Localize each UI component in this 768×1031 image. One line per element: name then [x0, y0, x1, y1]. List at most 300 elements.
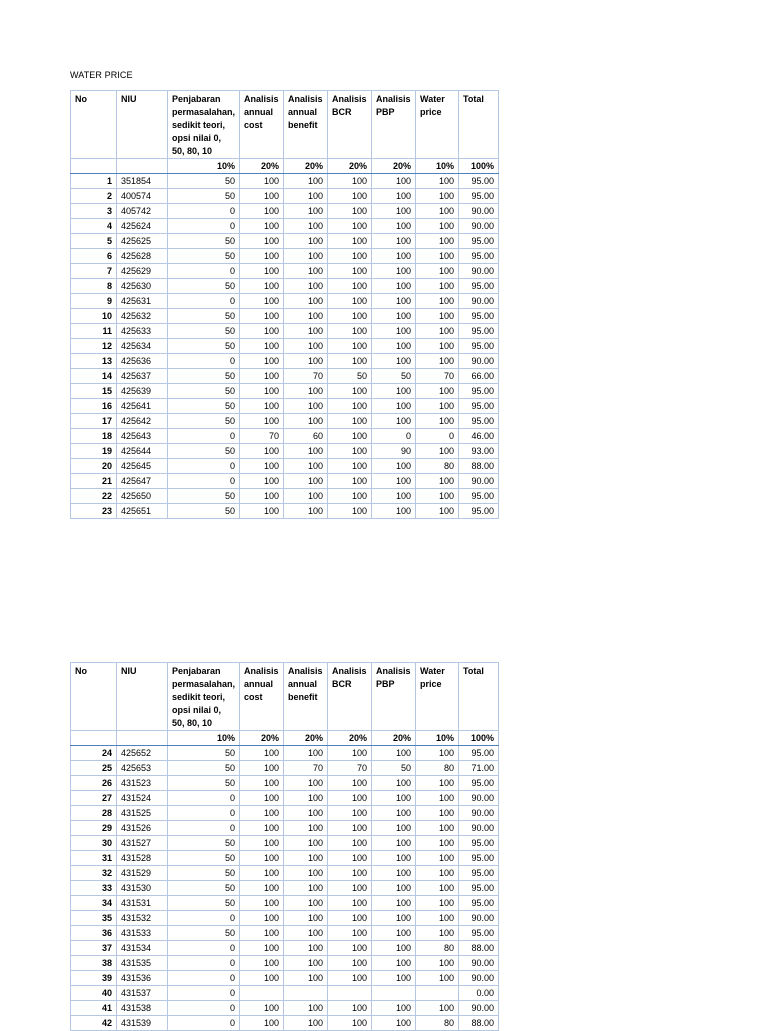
row-total: 90.00 [459, 474, 499, 489]
row-score: 100 [240, 459, 284, 474]
row-score: 100 [284, 866, 328, 881]
row-score [372, 986, 416, 1001]
row-score: 50 [168, 384, 240, 399]
row-score: 100 [240, 791, 284, 806]
row-score: 80 [416, 941, 459, 956]
row-score: 100 [416, 444, 459, 459]
row-score: 100 [328, 339, 372, 354]
row-niu: 425650 [117, 489, 168, 504]
row-score: 50 [168, 309, 240, 324]
row-niu: 431530 [117, 881, 168, 896]
row-score: 100 [416, 474, 459, 489]
table-row [71, 189, 499, 204]
row-total: 88.00 [459, 459, 499, 474]
row-score: 100 [416, 1001, 459, 1016]
row-score: 100 [328, 1016, 372, 1031]
row-number: 9 [71, 294, 117, 309]
row-score: 100 [416, 249, 459, 264]
row-score: 50 [168, 896, 240, 911]
grade-table-2 [70, 662, 499, 1031]
row-total: 90.00 [459, 806, 499, 821]
row-score: 100 [328, 294, 372, 309]
row-score: 100 [240, 444, 284, 459]
row-score: 0 [168, 791, 240, 806]
row-score: 100 [240, 204, 284, 219]
table-row [71, 489, 499, 504]
row-total: 88.00 [459, 1016, 499, 1031]
row-score: 100 [240, 1016, 284, 1031]
row-score: 100 [284, 896, 328, 911]
row-score: 100 [328, 926, 372, 941]
row-score: 100 [284, 956, 328, 971]
weight-cell: 20% [240, 731, 284, 746]
row-score: 100 [416, 806, 459, 821]
row-score: 100 [284, 911, 328, 926]
row-score: 100 [372, 866, 416, 881]
row-score: 100 [416, 896, 459, 911]
row-total: 95.00 [459, 851, 499, 866]
row-niu: 431539 [117, 1016, 168, 1031]
row-score: 100 [240, 806, 284, 821]
table-row [71, 881, 499, 896]
row-number: 17 [71, 414, 117, 429]
row-score [328, 986, 372, 1001]
row-score: 100 [240, 956, 284, 971]
header-pbp: Analisis PBP [372, 663, 416, 731]
row-score: 100 [328, 911, 372, 926]
table-row [71, 174, 499, 189]
table-row [71, 384, 499, 399]
row-number: 18 [71, 429, 117, 444]
table-row [71, 821, 499, 836]
row-score: 100 [284, 264, 328, 279]
row-niu: 431526 [117, 821, 168, 836]
row-score: 100 [372, 174, 416, 189]
row-score: 100 [328, 956, 372, 971]
row-score: 0 [168, 806, 240, 821]
row-number: 23 [71, 504, 117, 519]
row-score: 100 [240, 746, 284, 761]
row-score: 50 [168, 489, 240, 504]
row-score: 100 [240, 324, 284, 339]
row-total: 66.00 [459, 369, 499, 384]
row-score: 80 [416, 761, 459, 776]
table-row [71, 294, 499, 309]
row-niu: 351854 [117, 174, 168, 189]
row-score: 100 [416, 324, 459, 339]
row-score: 100 [416, 836, 459, 851]
row-score: 100 [372, 896, 416, 911]
row-score: 0 [168, 941, 240, 956]
row-total: 95.00 [459, 489, 499, 504]
row-niu: 431537 [117, 986, 168, 1001]
row-score: 100 [284, 504, 328, 519]
row-total: 90.00 [459, 956, 499, 971]
row-niu: 400574 [117, 189, 168, 204]
row-total: 95.00 [459, 414, 499, 429]
row-niu: 425631 [117, 294, 168, 309]
row-score: 100 [372, 309, 416, 324]
row-score: 100 [284, 776, 328, 791]
row-niu: 431534 [117, 941, 168, 956]
row-score: 100 [372, 791, 416, 806]
row-score: 100 [284, 791, 328, 806]
row-score: 0 [168, 1016, 240, 1031]
row-score: 100 [240, 821, 284, 836]
row-score: 100 [416, 189, 459, 204]
row-score: 100 [328, 309, 372, 324]
row-score: 100 [284, 204, 328, 219]
row-score: 0 [168, 986, 240, 1001]
row-score: 100 [240, 189, 284, 204]
row-number: 21 [71, 474, 117, 489]
row-score: 100 [372, 926, 416, 941]
table-row [71, 339, 499, 354]
row-niu: 425642 [117, 414, 168, 429]
row-score: 100 [284, 234, 328, 249]
row-score: 100 [416, 926, 459, 941]
row-total: 95.00 [459, 234, 499, 249]
row-total: 90.00 [459, 219, 499, 234]
row-total: 90.00 [459, 264, 499, 279]
table-row [71, 369, 499, 384]
table-row [71, 896, 499, 911]
row-score: 100 [328, 444, 372, 459]
row-number: 35 [71, 911, 117, 926]
row-score: 50 [168, 444, 240, 459]
row-niu: 425652 [117, 746, 168, 761]
table-row [71, 399, 499, 414]
table-row [71, 504, 499, 519]
weight-cell: 20% [372, 159, 416, 174]
row-number: 25 [71, 761, 117, 776]
row-niu: 425639 [117, 384, 168, 399]
table-row [71, 836, 499, 851]
row-score: 50 [168, 414, 240, 429]
table-row [71, 324, 499, 339]
row-score: 100 [328, 459, 372, 474]
row-niu: 425647 [117, 474, 168, 489]
row-niu: 431528 [117, 851, 168, 866]
row-score: 100 [284, 489, 328, 504]
row-score: 100 [240, 971, 284, 986]
row-score: 100 [284, 309, 328, 324]
header-bcr: Analisis BCR [328, 663, 372, 731]
row-total: 90.00 [459, 1001, 499, 1016]
row-score: 0 [168, 474, 240, 489]
row-score: 50 [168, 504, 240, 519]
row-niu: 431531 [117, 896, 168, 911]
row-number: 30 [71, 836, 117, 851]
row-niu: 431533 [117, 926, 168, 941]
row-score: 100 [372, 851, 416, 866]
row-score: 50 [168, 279, 240, 294]
row-total: 0.00 [459, 986, 499, 1001]
row-total: 90.00 [459, 821, 499, 836]
row-score: 100 [284, 294, 328, 309]
row-score [284, 986, 328, 1001]
row-score: 100 [328, 971, 372, 986]
row-niu: 431536 [117, 971, 168, 986]
row-score [240, 986, 284, 1001]
row-score: 100 [372, 279, 416, 294]
row-score: 100 [328, 746, 372, 761]
table-row [71, 776, 499, 791]
row-score: 100 [240, 776, 284, 791]
row-score: 100 [284, 384, 328, 399]
row-score: 100 [372, 956, 416, 971]
row-score: 100 [284, 971, 328, 986]
table-row [71, 866, 499, 881]
table-row [71, 986, 499, 1001]
weight-cell: 20% [240, 159, 284, 174]
row-niu: 425624 [117, 219, 168, 234]
row-score: 70 [284, 761, 328, 776]
row-score: 100 [372, 776, 416, 791]
row-score: 100 [328, 204, 372, 219]
row-niu: 425633 [117, 324, 168, 339]
row-number: 14 [71, 369, 117, 384]
row-score: 100 [372, 189, 416, 204]
row-score: 100 [416, 339, 459, 354]
row-score: 100 [328, 881, 372, 896]
table-row [71, 474, 499, 489]
weight-empty-cell [71, 731, 117, 746]
row-score: 100 [416, 821, 459, 836]
row-score: 100 [328, 791, 372, 806]
row-score: 80 [416, 459, 459, 474]
row-total: 95.00 [459, 776, 499, 791]
table-row [71, 264, 499, 279]
row-score: 100 [416, 264, 459, 279]
row-score: 0 [168, 294, 240, 309]
row-score: 100 [328, 821, 372, 836]
row-number: 37 [71, 941, 117, 956]
row-total: 95.00 [459, 309, 499, 324]
row-score: 100 [284, 174, 328, 189]
row-number: 32 [71, 866, 117, 881]
row-score: 50 [168, 746, 240, 761]
row-score: 100 [328, 354, 372, 369]
row-score: 100 [328, 806, 372, 821]
row-score: 100 [328, 324, 372, 339]
row-score: 100 [416, 204, 459, 219]
row-score: 100 [284, 279, 328, 294]
row-number: 15 [71, 384, 117, 399]
row-number: 5 [71, 234, 117, 249]
row-total: 95.00 [459, 339, 499, 354]
row-score: 50 [168, 926, 240, 941]
row-score: 100 [416, 414, 459, 429]
row-score: 100 [416, 971, 459, 986]
row-score: 100 [328, 189, 372, 204]
table-row [71, 459, 499, 474]
row-total: 95.00 [459, 249, 499, 264]
row-total: 90.00 [459, 791, 499, 806]
row-score: 100 [416, 399, 459, 414]
row-score: 100 [328, 219, 372, 234]
weight-cell: 100% [459, 731, 499, 746]
row-number: 10 [71, 309, 117, 324]
row-score: 100 [328, 896, 372, 911]
header-penjabaran: Penjabaran permasalahan, sedikit teori, opsi nilai 0, 50, 80, 10 [168, 663, 240, 731]
row-total: 90.00 [459, 294, 499, 309]
row-total: 95.00 [459, 896, 499, 911]
row-score: 100 [240, 399, 284, 414]
row-score: 100 [284, 324, 328, 339]
row-score: 100 [416, 294, 459, 309]
row-score: 100 [240, 369, 284, 384]
row-score: 100 [240, 761, 284, 776]
row-number: 1 [71, 174, 117, 189]
row-score: 100 [372, 204, 416, 219]
weight-cell: 20% [372, 731, 416, 746]
row-score: 100 [284, 249, 328, 264]
row-niu: 431524 [117, 791, 168, 806]
header-bcr: Analisis BCR [328, 91, 372, 159]
row-score: 100 [284, 926, 328, 941]
row-number: 29 [71, 821, 117, 836]
row-score: 100 [284, 219, 328, 234]
row-total: 95.00 [459, 866, 499, 881]
row-score: 100 [284, 851, 328, 866]
row-niu: 425632 [117, 309, 168, 324]
row-score: 100 [372, 1016, 416, 1031]
row-score: 100 [372, 459, 416, 474]
table-row [71, 971, 499, 986]
row-score: 100 [416, 354, 459, 369]
row-niu: 425636 [117, 354, 168, 369]
row-score: 100 [240, 294, 284, 309]
row-score: 100 [328, 234, 372, 249]
row-total: 95.00 [459, 746, 499, 761]
row-score: 100 [284, 414, 328, 429]
row-score: 100 [240, 911, 284, 926]
table-row [71, 279, 499, 294]
row-score: 100 [372, 339, 416, 354]
row-number: 28 [71, 806, 117, 821]
row-score: 100 [416, 956, 459, 971]
row-score: 0 [168, 956, 240, 971]
row-score: 50 [168, 189, 240, 204]
row-score: 100 [240, 896, 284, 911]
row-score: 100 [416, 881, 459, 896]
row-score: 100 [240, 279, 284, 294]
row-score: 50 [168, 234, 240, 249]
row-total: 95.00 [459, 926, 499, 941]
row-number: 16 [71, 399, 117, 414]
row-score: 100 [372, 399, 416, 414]
table-row [71, 1001, 499, 1016]
row-score: 100 [372, 384, 416, 399]
row-number: 13 [71, 354, 117, 369]
row-niu: 425645 [117, 459, 168, 474]
row-total: 95.00 [459, 504, 499, 519]
row-score: 50 [168, 399, 240, 414]
row-total: 46.00 [459, 429, 499, 444]
row-niu: 425630 [117, 279, 168, 294]
row-score: 100 [372, 354, 416, 369]
row-score: 100 [240, 174, 284, 189]
row-total: 95.00 [459, 324, 499, 339]
row-score: 100 [372, 474, 416, 489]
row-niu: 431523 [117, 776, 168, 791]
document-title: WATER PRICE [70, 70, 133, 80]
row-score: 100 [372, 294, 416, 309]
row-niu: 431529 [117, 866, 168, 881]
row-score: 100 [240, 866, 284, 881]
table-row [71, 806, 499, 821]
row-score: 100 [328, 429, 372, 444]
row-number: 33 [71, 881, 117, 896]
row-score: 100 [240, 354, 284, 369]
row-score: 100 [284, 821, 328, 836]
row-score: 50 [168, 836, 240, 851]
row-score: 100 [416, 219, 459, 234]
row-number: 38 [71, 956, 117, 971]
row-score: 100 [284, 189, 328, 204]
row-niu: 425641 [117, 399, 168, 414]
header-annual-cost: Analisis annual cost [240, 663, 284, 731]
row-score: 100 [284, 339, 328, 354]
row-total: 90.00 [459, 911, 499, 926]
row-number: 20 [71, 459, 117, 474]
table-row [71, 851, 499, 866]
row-number: 22 [71, 489, 117, 504]
row-score: 100 [284, 1001, 328, 1016]
weight-empty-cell [117, 159, 168, 174]
row-score: 100 [372, 234, 416, 249]
header-annual-benefit: Analisis annual benefit [284, 663, 328, 731]
row-score: 100 [284, 354, 328, 369]
row-number: 3 [71, 204, 117, 219]
row-score: 100 [416, 746, 459, 761]
row-score: 0 [168, 219, 240, 234]
row-niu: 431535 [117, 956, 168, 971]
weight-cell: 10% [168, 159, 240, 174]
table-row [71, 309, 499, 324]
table-row [71, 1016, 499, 1031]
row-score: 100 [328, 174, 372, 189]
row-score: 100 [328, 941, 372, 956]
table-row [71, 911, 499, 926]
row-number: 34 [71, 896, 117, 911]
row-total: 95.00 [459, 174, 499, 189]
header-niu: NIU [117, 663, 168, 731]
weight-empty-cell [117, 731, 168, 746]
row-number: 2 [71, 189, 117, 204]
table-row [71, 941, 499, 956]
table-row [71, 791, 499, 806]
row-score: 100 [372, 219, 416, 234]
row-score: 50 [168, 851, 240, 866]
row-score: 100 [284, 444, 328, 459]
header-water-price: Water price [416, 91, 459, 159]
table-row [71, 219, 499, 234]
row-score: 100 [284, 881, 328, 896]
row-niu: 425643 [117, 429, 168, 444]
header-total: Total [459, 663, 499, 731]
row-niu: 405742 [117, 204, 168, 219]
row-score: 100 [328, 414, 372, 429]
row-score: 100 [416, 776, 459, 791]
row-total: 90.00 [459, 354, 499, 369]
row-niu: 431532 [117, 911, 168, 926]
row-score: 50 [328, 369, 372, 384]
table-row [71, 354, 499, 369]
row-total: 93.00 [459, 444, 499, 459]
row-niu: 431527 [117, 836, 168, 851]
